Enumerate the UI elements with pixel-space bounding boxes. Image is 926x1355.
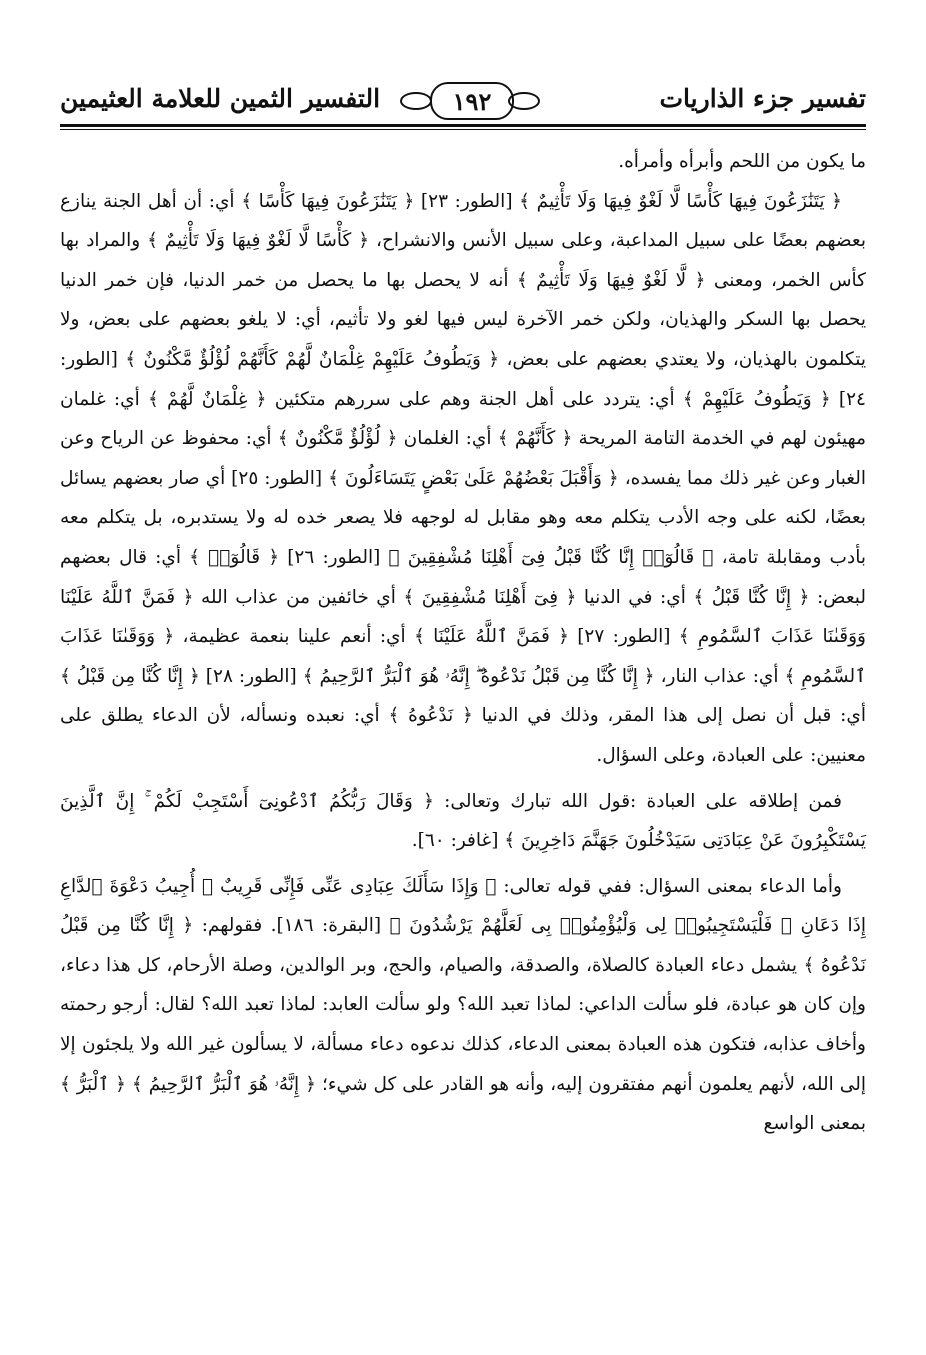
paragraph: ما يكون من اللحم وأبرأه وأمرأه. <box>618 151 866 172</box>
header-rule <box>60 124 866 127</box>
paragraph: وأما الدعاء بمعنى السؤال: ففي قوله تعالى: ﴿ وَإِذَا سَأَلَكَ عِبَادِى عَنِّى فَإِنِّى قَرِيبٌ ۖ أُجِيبُ دَعْوَةَ ٱلدَّاعِ إِذَا دَعَانِ ۖ فَلْيَسْتَجِيبُوا۟ لِى وَلْيُؤْمِنُوا۟ بِى لَعَلَّهُمْ يَرْشُدُونَ ﴾ [البقرة: ١٨٦]. فقولهم: ﴿ إِنَّا كُنَّا مِن قَبْلُ نَدْعُوهُ ﴾ يشمل دعاء العبادة كالصلاة، والصدقة، والصيام، والحج، وبر الوالدين، وصلة الأرحام، كل هذا دعاء، وإن كان هو عبادة، فلو سألت الداعي: لماذا تعبد الله؟ ولو سألت العابد: لماذا تعبد الله؟ لقال: أرجو رحمته وأخاف عذابه، فتكون هذه العبادة بمعنى الدعاء، كذلك ندعوه دعاء مسألة، لا يسألون غير الله ولا يلجئون إلا إلى الله، لأنهم يعلمون أنهم مفتقرون إليه، وأنه هو القادر على كل شيء؛ ﴿ إِنَّهُۥ هُوَ ٱلْبَرُّ ٱلرَّحِيمُ ﴾ ﴿ ٱلْبَرُّ ﴾ بمعنى الواسع <box>60 875 866 1135</box>
running-title-left: التفسير الثمين للعلامة العثيمين <box>60 84 381 113</box>
page-header <box>60 80 866 130</box>
paragraph: فمن إطلاقه على العبادة :قول الله تبارك وتعالى: ﴿ وَقَالَ رَبُّكُمُ ٱدْعُونِىٓ أَسْتَجِبْ لَكُمْ ۚ إِنَّ ٱلَّذِينَ يَسْتَكْبِرُونَ عَنْ عِبَادَتِى سَيَدْخُلُونَ جَهَنَّمَ دَاخِرِينَ ﴾ [غافر: ٦٠]. <box>60 790 866 852</box>
paragraph: ﴿ يَتَنَٰزَعُونَ فِيهَا كَأْسًا لَّا لَغْوٌ فِيهَا وَلَا تَأْثِيمٌ ﴾ [الطور: ٢٣] ﴿ يَتَنَٰزَعُونَ فِيهَا كَأْسًا ﴾ أي: أن أهل الجنة ينازع بعضهم بعضًا على سبيل المداعبة، وعلى سبيل الأنس والانشراح، ﴿ كَأْسًا لَّا لَغْوٌ فِيهَا وَلَا تَأْثِيمٌ ﴾ والمراد بها كأس الخمر، ومعنى ﴿ لَّا لَغْوٌ فِيهَا وَلَا تَأْثِيمٌ ﴾ أنه لا يحصل بها ما يحصل من خمر الدنيا، فإن خمر الدنيا يحصل بها السكر والهذيان، ولكن خمر الآخرة ليس فيها لغو ولا تأثيم، أي: لا يلغو بعضهم على بعض، ولا يتكلمون بالهذيان، ولا يعتدي بعضهم على بعض، ﴿ وَيَطُوفُ عَلَيْهِمْ غِلْمَانٌ لَّهُمْ كَأَنَّهُمْ لُؤْلُؤٌ مَّكْنُونٌ ﴾ [الطور: ٢٤] ﴿ وَيَطُوفُ عَلَيْهِمْ ﴾ أي: يتردد على أهل الجنة وهم على سررهم متكئين ﴿ غِلْمَانٌ لَّهُمْ ﴾ أي: غلمان مهيئون لهم في الخدمة التامة المريحة ﴿ كَأَنَّهُمْ ﴾ أي: الغلمان ﴿ لُؤْلُؤٌ مَّكْنُونٌ ﴾ أي: محفوظ عن الرياح وعن الغبار وعن غير ذلك مما يفسده، ﴿ وَأَقْبَلَ بَعْضُهُمْ عَلَىٰ بَعْضٍ يَتَسَاءَلُونَ ﴾ [الطور: ٢٥] أي صار بعضهم يسائل بعضًا، لكنه على وجه الأدب يتكلم معه وهو مقابل له لوجهه فلا يصعر خده له ولا يستدبره، بل يتكلم معه بأدب ومقابلة تامة، ﴿ قَالُوٓا۟ إِنَّا كُنَّا قَبْلُ فِىٓ أَهْلِنَا مُشْفِقِينَ ﴾ [الطور: ٢٦] ﴿ قَالُوٓا۟ ﴾ أي: قال بعضهم لبعض: ﴿ إِنَّا كُنَّا قَبْلُ ﴾ أي: في الدنيا ﴿ فِىٓ أَهْلِنَا مُشْفِقِينَ ﴾ أي خائفين من عذاب الله ﴿ فَمَنَّ ٱللَّهُ عَلَيْنَا وَوَقَىٰنَا عَذَابَ ٱلسَّمُومِ ﴾ [الطور: ٢٧] ﴿ فَمَنَّ ٱللَّهُ عَلَيْنَا ﴾ أي: أنعم علينا بنعمة عظيمة، ﴿ وَوَقَىٰنَا عَذَابَ ٱلسَّمُومِ ﴾ أي: عذاب النار، ﴿ إِنَّا كُنَّا مِن قَبْلُ نَدْعُوهُ ۖ إِنَّهُۥ هُوَ ٱلْبَرُّ ٱلرَّحِيمُ ﴾ [الطور: ٢٨] ﴿ إِنَّا كُنَّا مِن قَبْلُ ﴾ أي: قبل أن نصل إلى هذا المقر، وذلك في الدنيا ﴿ نَدْعُوهُ ﴾ أي: نعبده ونسأله، لأن الدعاء يطلق على معنيين: على العبادة، وعلى السؤال. <box>60 190 867 766</box>
ornament-right-icon <box>508 92 540 110</box>
page-number: ١٩٢ <box>430 82 514 120</box>
header-rule-thin <box>60 129 866 130</box>
running-title-right: تفسير جزء الذاريات <box>659 84 866 113</box>
page-number-ornament <box>400 82 540 118</box>
page-body <box>60 142 866 1144</box>
ornament-left-icon <box>400 92 432 110</box>
